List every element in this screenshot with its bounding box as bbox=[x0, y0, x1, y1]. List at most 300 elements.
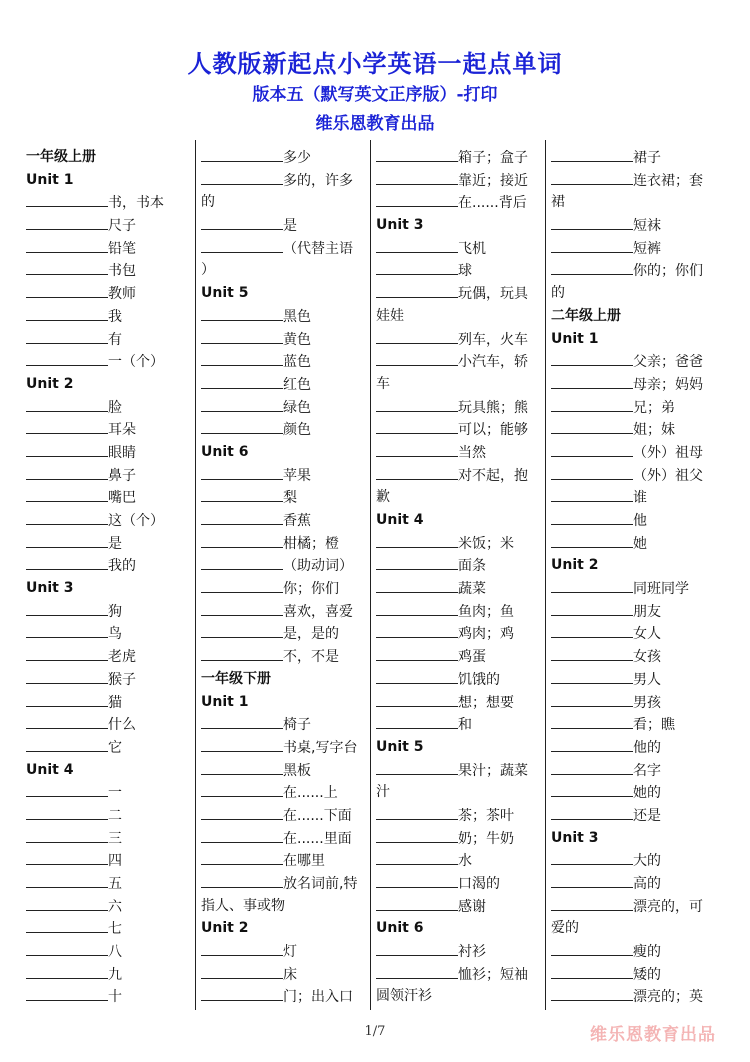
section-heading: Unit 1 bbox=[551, 330, 599, 347]
meaning-text: 短袜 bbox=[633, 218, 661, 235]
meaning-text: 他 bbox=[633, 513, 647, 529]
meaning-text: 放名词前,特 bbox=[283, 876, 358, 892]
answer-blank bbox=[26, 328, 108, 344]
answer-blank bbox=[551, 169, 633, 185]
vocab-entry bbox=[26, 486, 196, 509]
vocab-entry bbox=[26, 668, 196, 691]
section-heading: Unit 2 bbox=[201, 920, 249, 937]
meaning-text: 飞机 bbox=[458, 240, 486, 257]
column-divider bbox=[370, 140, 371, 1010]
answer-blank bbox=[26, 418, 108, 434]
section-heading: Unit 5 bbox=[376, 738, 424, 755]
vocab-entry bbox=[26, 600, 196, 623]
meaning-text: 大的 bbox=[633, 853, 661, 870]
meaning-text: 鼻子 bbox=[108, 467, 136, 484]
section-heading: Unit 1 bbox=[201, 693, 249, 710]
answer-blank bbox=[376, 895, 458, 911]
meaning-text: 不，不是 bbox=[283, 649, 339, 666]
vocab-entry bbox=[201, 464, 371, 487]
meaning-text: 是 bbox=[283, 218, 297, 235]
vocab-entry bbox=[376, 940, 546, 963]
meaning-text: 漂亮的；英 bbox=[633, 989, 703, 1006]
meaning-text: 鱼肉；鱼 bbox=[458, 603, 514, 620]
answer-blank bbox=[26, 237, 108, 253]
meaning-continuation: 的 bbox=[551, 285, 565, 302]
vocab-entry bbox=[26, 691, 196, 714]
vocab-entry bbox=[376, 259, 546, 282]
vocab-entry bbox=[551, 146, 721, 169]
vocab-entry bbox=[376, 554, 546, 577]
vocab-entry bbox=[201, 849, 371, 872]
meaning-text: 喜欢，喜爱 bbox=[283, 603, 353, 620]
meaning-text: 感谢 bbox=[458, 898, 486, 915]
vocab-entry bbox=[376, 827, 546, 850]
meaning-text: 果汁；蔬菜 bbox=[458, 762, 528, 779]
vocab-entry bbox=[376, 804, 546, 827]
vocab-entry bbox=[551, 622, 721, 645]
answer-blank bbox=[26, 804, 108, 820]
vocab-entry bbox=[26, 713, 196, 736]
section-heading: 一年级上册 bbox=[26, 149, 96, 165]
meaning-text: 床 bbox=[283, 966, 297, 983]
meaning-text: 颜色 bbox=[283, 422, 311, 439]
vocab-entry bbox=[26, 622, 196, 645]
section-heading: Unit 6 bbox=[201, 443, 249, 460]
meaning-text: 门；出入口 bbox=[283, 989, 353, 1006]
vocab-entry bbox=[376, 350, 546, 373]
answer-blank bbox=[551, 577, 633, 593]
meaning-continuation: 娃娃 bbox=[376, 307, 404, 324]
answer-blank bbox=[551, 622, 633, 638]
answer-blank bbox=[376, 191, 458, 207]
answer-blank bbox=[376, 872, 458, 888]
meaning-text: 梨 bbox=[283, 490, 297, 507]
answer-blank bbox=[201, 804, 283, 820]
vocab-entry bbox=[201, 827, 371, 850]
vocab-entry bbox=[551, 781, 721, 804]
answer-blank bbox=[376, 849, 458, 865]
vocab-entry bbox=[26, 940, 196, 963]
meaning-text: 一（个） bbox=[108, 354, 164, 371]
answer-blank bbox=[376, 577, 458, 593]
meaning-text: 当然 bbox=[458, 444, 486, 461]
answer-blank bbox=[201, 781, 283, 797]
section-heading: Unit 3 bbox=[376, 217, 424, 234]
vocab-entry bbox=[376, 169, 546, 192]
vocab-entry bbox=[201, 736, 371, 759]
meaning-text: 口渴的 bbox=[458, 876, 500, 892]
vocab-entry bbox=[376, 691, 546, 714]
answer-blank bbox=[201, 645, 283, 661]
vocab-entry bbox=[551, 759, 721, 782]
answer-blank bbox=[551, 895, 633, 911]
answer-blank bbox=[551, 963, 633, 979]
meaning-text: 在......下面 bbox=[283, 807, 352, 824]
vocab-entry bbox=[201, 759, 371, 782]
vocab-entry bbox=[376, 622, 546, 645]
answer-blank bbox=[376, 396, 458, 412]
meaning-text: 茶；茶叶 bbox=[458, 807, 514, 824]
answer-blank bbox=[201, 600, 283, 616]
answer-blank bbox=[551, 464, 633, 480]
column-divider bbox=[195, 140, 196, 1010]
answer-blank bbox=[26, 917, 108, 933]
vocab-entry bbox=[551, 985, 721, 1008]
vocab-entry bbox=[26, 849, 196, 872]
meaning-text: 连衣裙；套 bbox=[633, 172, 703, 189]
meaning-text: 漂亮的，可 bbox=[633, 898, 703, 915]
vocab-entry bbox=[201, 373, 371, 396]
vocab-entry bbox=[376, 441, 546, 464]
answer-blank bbox=[376, 350, 458, 366]
answer-blank bbox=[201, 509, 283, 525]
answer-blank bbox=[551, 872, 633, 888]
vocab-entry bbox=[376, 600, 546, 623]
meaning-text: 香蕉 bbox=[283, 513, 311, 529]
meaning-text: 裙子 bbox=[633, 150, 661, 166]
word-column-1 bbox=[26, 146, 196, 1008]
vocab-entry bbox=[551, 849, 721, 872]
vocab-entry bbox=[201, 509, 371, 532]
meaning-text: 姐；妹 bbox=[633, 422, 675, 439]
meaning-text: 短裤 bbox=[633, 240, 661, 257]
answer-blank bbox=[26, 940, 108, 956]
section-heading: Unit 5 bbox=[201, 285, 249, 302]
answer-blank bbox=[201, 940, 283, 956]
meaning-text: 母亲；妈妈 bbox=[633, 376, 703, 393]
answer-blank bbox=[376, 940, 458, 956]
answer-blank bbox=[201, 146, 283, 162]
meaning-text: 尺子 bbox=[108, 218, 136, 235]
meaning-text: 多少 bbox=[283, 150, 311, 166]
vocab-entry bbox=[201, 146, 371, 169]
answer-blank bbox=[26, 554, 108, 570]
answer-blank bbox=[26, 214, 108, 230]
meaning-text: 她的 bbox=[633, 785, 661, 802]
answer-blank bbox=[26, 191, 108, 207]
vocab-entry bbox=[201, 645, 371, 668]
vocab-entry bbox=[26, 804, 196, 827]
answer-blank bbox=[26, 872, 108, 888]
section-heading: Unit 1 bbox=[26, 171, 74, 188]
answer-blank bbox=[376, 622, 458, 638]
meaning-text: 水 bbox=[458, 853, 472, 870]
answer-blank bbox=[551, 804, 633, 820]
vocab-entry bbox=[376, 895, 546, 918]
vocab-entry bbox=[376, 963, 546, 986]
vocab-entry bbox=[376, 532, 546, 555]
meaning-text: 名字 bbox=[633, 762, 661, 779]
meaning-text: 高的 bbox=[633, 876, 661, 892]
vocab-entry bbox=[551, 237, 721, 260]
meaning-text: 耳朵 bbox=[108, 422, 136, 439]
meaning-text: 八 bbox=[108, 944, 122, 961]
vocab-entry bbox=[551, 940, 721, 963]
answer-blank bbox=[26, 509, 108, 525]
answer-blank bbox=[201, 736, 283, 752]
answer-blank bbox=[551, 759, 633, 775]
answer-blank bbox=[26, 985, 108, 1001]
answer-blank bbox=[26, 895, 108, 911]
meaning-text: 还是 bbox=[633, 807, 661, 824]
answer-blank bbox=[201, 713, 283, 729]
vocab-entry bbox=[201, 418, 371, 441]
meaning-continuation: 指人、事或物 bbox=[201, 897, 285, 914]
vocab-entry bbox=[26, 350, 196, 373]
meaning-text: 我 bbox=[108, 308, 122, 325]
answer-blank bbox=[376, 328, 458, 344]
vocab-entry bbox=[551, 396, 721, 419]
section-heading: Unit 2 bbox=[26, 375, 74, 392]
vocab-entry bbox=[376, 872, 546, 895]
answer-blank bbox=[376, 237, 458, 253]
vocab-entry bbox=[201, 214, 371, 237]
answer-blank bbox=[26, 532, 108, 548]
meaning-text: 红色 bbox=[283, 376, 311, 393]
meaning-text: 父亲；爸爸 bbox=[633, 354, 703, 371]
answer-blank bbox=[551, 736, 633, 752]
answer-blank bbox=[551, 668, 633, 684]
answer-blank bbox=[376, 963, 458, 979]
answer-blank bbox=[551, 441, 633, 457]
answer-blank bbox=[376, 532, 458, 548]
column-divider bbox=[545, 140, 546, 1010]
answer-blank bbox=[201, 169, 283, 185]
word-column-2 bbox=[201, 146, 371, 1008]
meaning-text: 在哪里 bbox=[283, 853, 325, 870]
meaning-text: 四 bbox=[108, 853, 122, 870]
answer-blank bbox=[26, 600, 108, 616]
vocab-entry bbox=[201, 554, 371, 577]
meaning-text: （代替主语 bbox=[283, 240, 353, 257]
meaning-text: 恤衫；短袖 bbox=[458, 966, 528, 983]
answer-blank bbox=[26, 691, 108, 707]
meaning-text: 靠近；接近 bbox=[458, 172, 528, 189]
answer-blank bbox=[551, 350, 633, 366]
vocab-entry bbox=[201, 577, 371, 600]
vocab-entry bbox=[201, 600, 371, 623]
answer-blank bbox=[551, 259, 633, 275]
meaning-text: 同班同学 bbox=[633, 581, 689, 598]
vocab-entry bbox=[26, 282, 196, 305]
answer-blank bbox=[376, 645, 458, 661]
word-column-4 bbox=[551, 146, 721, 1008]
meaning-text: 是，是的 bbox=[283, 626, 339, 643]
answer-blank bbox=[201, 328, 283, 344]
answer-blank bbox=[551, 486, 633, 502]
vocab-entry bbox=[551, 713, 721, 736]
answer-blank bbox=[551, 509, 633, 525]
answer-blank bbox=[26, 396, 108, 412]
section-heading: 二年级上册 bbox=[551, 307, 621, 324]
vocab-entry bbox=[201, 305, 371, 328]
meaning-text: 可以；能够 bbox=[458, 422, 528, 439]
vocab-entry bbox=[376, 191, 546, 214]
answer-blank bbox=[26, 736, 108, 752]
meaning-text: 鸟 bbox=[108, 626, 122, 643]
answer-blank bbox=[201, 985, 283, 1001]
vocab-entry bbox=[376, 713, 546, 736]
vocab-entry bbox=[551, 259, 721, 282]
meaning-text: 柑橘；橙 bbox=[283, 535, 339, 552]
answer-blank bbox=[376, 282, 458, 298]
meaning-text: 在......上 bbox=[283, 785, 338, 802]
meaning-text: 玩偶，玩具 bbox=[458, 286, 528, 303]
meaning-text: 书包 bbox=[108, 263, 136, 280]
answer-blank bbox=[551, 418, 633, 434]
answer-blank bbox=[201, 827, 283, 843]
answer-blank bbox=[201, 350, 283, 366]
section-heading: 一年级下册 bbox=[201, 670, 271, 687]
meaning-text: 鸡肉；鸡 bbox=[458, 626, 514, 643]
answer-blank bbox=[26, 305, 108, 321]
meaning-text: 绿色 bbox=[283, 399, 311, 416]
answer-blank bbox=[26, 441, 108, 457]
meaning-continuation: 歉 bbox=[376, 489, 390, 506]
answer-blank bbox=[551, 214, 633, 230]
vocab-entry bbox=[376, 464, 546, 487]
meaning-text: 三 bbox=[108, 830, 122, 847]
answer-blank bbox=[551, 713, 633, 729]
meaning-text: 灯 bbox=[283, 944, 297, 961]
vocab-entry bbox=[201, 532, 371, 555]
vocab-entry bbox=[26, 441, 196, 464]
meaning-text: 苹果 bbox=[283, 467, 311, 484]
vocab-entry bbox=[551, 418, 721, 441]
vocab-entry bbox=[376, 418, 546, 441]
vocab-entry bbox=[201, 396, 371, 419]
vocab-entry bbox=[26, 963, 196, 986]
meaning-continuation: 圆领汗衫 bbox=[376, 988, 432, 1005]
vocab-entry bbox=[551, 691, 721, 714]
vocab-entry bbox=[26, 305, 196, 328]
answer-blank bbox=[26, 645, 108, 661]
vocab-entry bbox=[26, 872, 196, 895]
vocab-entry bbox=[26, 464, 196, 487]
answer-blank bbox=[376, 441, 458, 457]
vocab-entry bbox=[26, 328, 196, 351]
vocab-entry bbox=[551, 441, 721, 464]
answer-blank bbox=[26, 713, 108, 729]
meaning-text: 谁 bbox=[633, 490, 647, 507]
meaning-text: 蔬菜 bbox=[458, 581, 486, 598]
vocab-entry bbox=[551, 214, 721, 237]
answer-blank bbox=[201, 554, 283, 570]
meaning-text: 五 bbox=[108, 876, 122, 892]
vocab-entry bbox=[376, 396, 546, 419]
meaning-text: 九 bbox=[108, 966, 122, 983]
vocab-entry bbox=[201, 963, 371, 986]
meaning-continuation: 爱的 bbox=[551, 920, 579, 937]
meaning-text: 想；想要 bbox=[458, 694, 514, 711]
vocab-entry bbox=[26, 554, 196, 577]
vocab-entry bbox=[376, 849, 546, 872]
answer-blank bbox=[376, 827, 458, 843]
meaning-text: 女孩 bbox=[633, 649, 661, 666]
vocab-entry bbox=[551, 963, 721, 986]
meaning-text: 衬衫 bbox=[458, 944, 486, 961]
answer-blank bbox=[201, 214, 283, 230]
meaning-text: 眼睛 bbox=[108, 444, 136, 461]
meaning-text: 兄；弟 bbox=[633, 399, 675, 416]
vocab-entry bbox=[26, 781, 196, 804]
vocab-entry bbox=[201, 237, 371, 260]
meaning-text: 他的 bbox=[633, 739, 661, 756]
vocab-entry bbox=[376, 146, 546, 169]
vocab-entry bbox=[376, 759, 546, 782]
meaning-text: 什么 bbox=[108, 717, 136, 734]
answer-blank bbox=[376, 146, 458, 162]
meaning-text: 十 bbox=[108, 989, 122, 1006]
vocab-entry bbox=[26, 827, 196, 850]
answer-blank bbox=[201, 622, 283, 638]
vocab-entry bbox=[376, 668, 546, 691]
answer-blank bbox=[376, 713, 458, 729]
vocab-entry bbox=[376, 237, 546, 260]
vocab-entry bbox=[551, 600, 721, 623]
vocab-entry bbox=[26, 214, 196, 237]
vocab-entry bbox=[551, 577, 721, 600]
answer-blank bbox=[201, 759, 283, 775]
publisher-line: 维乐恩教育出品 bbox=[315, 114, 435, 134]
vocab-entry bbox=[26, 532, 196, 555]
meaning-text: 狗 bbox=[108, 603, 122, 620]
meaning-text: 鸡蛋 bbox=[458, 649, 486, 666]
answer-blank bbox=[201, 963, 283, 979]
meaning-text: 在......里面 bbox=[283, 830, 352, 847]
page-subtitle: 版本五（默写英文正序版）-打印 bbox=[252, 85, 498, 105]
answer-blank bbox=[26, 849, 108, 865]
meaning-text: 在......背后 bbox=[458, 195, 527, 212]
vocab-entry bbox=[201, 940, 371, 963]
answer-blank bbox=[376, 259, 458, 275]
answer-blank bbox=[551, 691, 633, 707]
vocab-entry bbox=[376, 282, 546, 305]
meaning-text: 嘴巴 bbox=[108, 490, 136, 507]
vocab-entry bbox=[26, 645, 196, 668]
meaning-text: 猫 bbox=[108, 694, 122, 711]
answer-blank bbox=[26, 668, 108, 684]
meaning-text: 是 bbox=[108, 535, 122, 552]
meaning-text: 教师 bbox=[108, 286, 136, 303]
vocab-entry bbox=[201, 804, 371, 827]
meaning-text: 女人 bbox=[633, 626, 661, 643]
answer-blank bbox=[26, 827, 108, 843]
answer-blank bbox=[376, 418, 458, 434]
meaning-text: 对不起，抱 bbox=[458, 467, 528, 484]
meaning-text: 球 bbox=[458, 263, 472, 280]
vocab-entry bbox=[26, 396, 196, 419]
answer-blank bbox=[376, 600, 458, 616]
section-heading: Unit 4 bbox=[376, 512, 424, 528]
vocab-entry bbox=[551, 645, 721, 668]
meaning-text: 黑板 bbox=[283, 762, 311, 779]
vocab-entry bbox=[26, 917, 196, 940]
answer-blank bbox=[26, 963, 108, 979]
vocab-entry bbox=[201, 486, 371, 509]
answer-blank bbox=[201, 464, 283, 480]
meaning-text: 朋友 bbox=[633, 603, 661, 620]
section-heading: Unit 3 bbox=[551, 829, 599, 846]
vocab-entry bbox=[551, 350, 721, 373]
vocab-entry bbox=[26, 736, 196, 759]
vocab-entry bbox=[201, 350, 371, 373]
answer-blank bbox=[551, 781, 633, 797]
meaning-text: 男孩 bbox=[633, 694, 661, 711]
vocab-entry bbox=[551, 486, 721, 509]
answer-blank bbox=[376, 464, 458, 480]
vocab-entry bbox=[26, 895, 196, 918]
